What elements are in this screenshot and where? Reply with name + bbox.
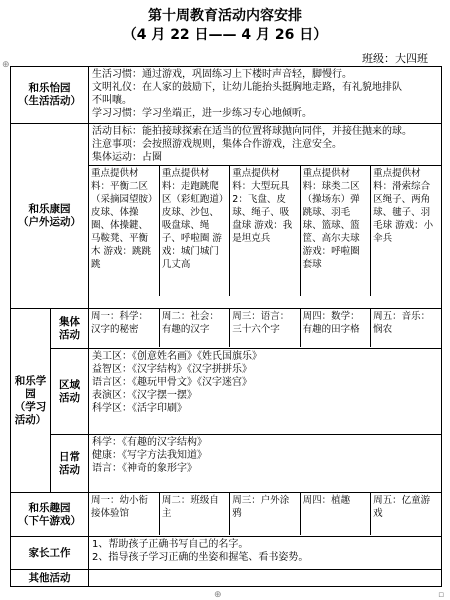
daily-line: 语言：《神奇的象形字》 bbox=[92, 463, 197, 474]
afternoon-wed: 周三：户外涂鸦 bbox=[230, 493, 300, 535]
group-day-wed: 周三：语言：三十六个字 bbox=[230, 309, 300, 347]
study-daily-label: 日常 活动 bbox=[51, 435, 89, 493]
study-daily-content bbox=[89, 435, 442, 493]
afternoon-tue: 周二：班级自主 bbox=[159, 493, 229, 535]
outdoor-area-3: 重点提供材料：大型玩具2：飞盘、皮球、绳子、吸盘球 游戏：我是坦克兵 bbox=[230, 166, 300, 296]
afternoon-fri: 周五：亿童游戏 bbox=[373, 495, 431, 519]
life-line: 生活习惯：通过游戏，巩固练习上下楼时声音轻，脚慢行。 bbox=[92, 69, 352, 80]
life-category: 和乐怡园 （生活活动） bbox=[11, 67, 89, 124]
class-label: 班级： bbox=[362, 52, 395, 65]
life-line: 文明礼仪：在人家的鼓励下，让幼儿能抬头挺胸地走路，有礼貌地排队 bbox=[92, 82, 402, 93]
study-daily-row bbox=[11, 435, 442, 493]
study-category: 和乐学园 （学习活动） bbox=[11, 309, 51, 493]
parents-category: 家长工作 bbox=[11, 537, 89, 570]
parents-line: 1、帮助孩子正确书写自己的名字。 bbox=[92, 539, 249, 550]
page-title: 第十周教育活动内容安排 bbox=[148, 8, 302, 24]
area-line: 表演区：《汉字摆一摆》 bbox=[92, 390, 197, 401]
anchor-marker: ⊕ bbox=[2, 60, 10, 70]
life-line: 不叫嚷。 bbox=[92, 95, 132, 106]
study-area-row bbox=[11, 349, 442, 435]
daily-line: 健康：《写字方法我知道》 bbox=[92, 450, 207, 461]
afternoon-mon: 周一：幼小衔接体验馆 bbox=[89, 493, 159, 535]
outdoor-goal: 活动目标：能拍接球探索在适当的位置将球抛向同伴，并接住抛来的球。 bbox=[92, 126, 412, 137]
afternoon-days bbox=[89, 493, 442, 537]
area-line: 美工区：《创意姓名画》《姓氏国旗乐》 bbox=[92, 351, 262, 362]
outdoor-note: 注意事项：会按照游戏规则，集体合作游戏，注意安全。 bbox=[92, 139, 342, 150]
life-content bbox=[89, 67, 442, 124]
class-value: 大四班 bbox=[395, 52, 428, 65]
parents-content bbox=[89, 537, 442, 570]
outdoor-row bbox=[11, 124, 442, 309]
group-day-fri: 周五：音乐：悯农 bbox=[373, 311, 431, 335]
life-row bbox=[11, 67, 442, 124]
class-info bbox=[362, 50, 428, 66]
resize-handle-icon[interactable]: ▫ bbox=[438, 590, 445, 600]
outdoor-group: 集体运动：占圈 bbox=[92, 152, 162, 163]
outdoor-areas bbox=[89, 165, 441, 296]
area-line: 语言区：《趣玩甲骨文》《汉字迷宫》 bbox=[92, 377, 252, 388]
group-day-mon: 周一：科学：汉字的秘密 bbox=[89, 309, 159, 347]
outdoor-area-5: 重点提供材料：滑索综合区绳子、两角球、毽子、羽毛球 游戏：小伞兵 bbox=[373, 168, 434, 244]
outdoor-area-4: 重点提供材料：球类二区（操场东）弹跳球、羽毛球、篮球、篮筐、高尔夫球 游戏：呼啦圈套球 bbox=[300, 166, 370, 296]
study-group-row bbox=[11, 309, 442, 349]
group-day-thu: 周四：数学：有趣的田字格 bbox=[300, 309, 370, 347]
outdoor-category: 和乐康园 （户外运动） bbox=[11, 124, 89, 309]
schedule-table bbox=[10, 66, 442, 587]
area-line: 益智区：《汉字结构》《汉字拼拼乐》 bbox=[92, 364, 252, 375]
other-category: 其他活动 bbox=[11, 570, 89, 587]
group-day-tue: 周二：社会：有趣的汉字 bbox=[159, 309, 229, 347]
move-handle-icon[interactable]: ⊕ bbox=[214, 590, 222, 600]
parents-line: 2、指导孩子学习正确的坐姿和握笔、看书姿势。 bbox=[92, 552, 309, 563]
life-line: 学习习惯：学习坐端正，进一步练习专心地倾听。 bbox=[92, 108, 312, 119]
afternoon-row bbox=[11, 493, 442, 537]
afternoon-thu: 周四：植趣 bbox=[300, 493, 370, 535]
afternoon-category: 和乐趣园 （下午游戏） bbox=[11, 493, 89, 537]
outdoor-area-2: 重点提供材料：走跑跳爬区（彩虹跑道）皮球、沙包、吸盘球、绳子、呼啦圈 游戏：城门城门几丈高 bbox=[159, 166, 229, 296]
other-row bbox=[11, 570, 442, 587]
study-group-days bbox=[89, 309, 442, 349]
study-area-content bbox=[89, 349, 442, 435]
outdoor-area-1: 重点提供材料：平衡二区（采摘园望胺）皮球、体操圈、体操鍵、马鞍凳、平衡木 游戏：跳跳跳 bbox=[89, 166, 159, 296]
other-content bbox=[89, 570, 442, 587]
study-group-label: 集体 活动 bbox=[51, 309, 89, 349]
outdoor-content bbox=[89, 124, 442, 309]
area-line: 科学区：《活字印刷》 bbox=[92, 403, 187, 414]
date-range: （4 月 22 日—— 4 月 26 日） bbox=[122, 27, 328, 43]
parents-row bbox=[11, 537, 442, 570]
study-area-label: 区域 活动 bbox=[51, 349, 89, 435]
daily-line: 科学：《有趣的汉字结构》 bbox=[92, 437, 207, 448]
